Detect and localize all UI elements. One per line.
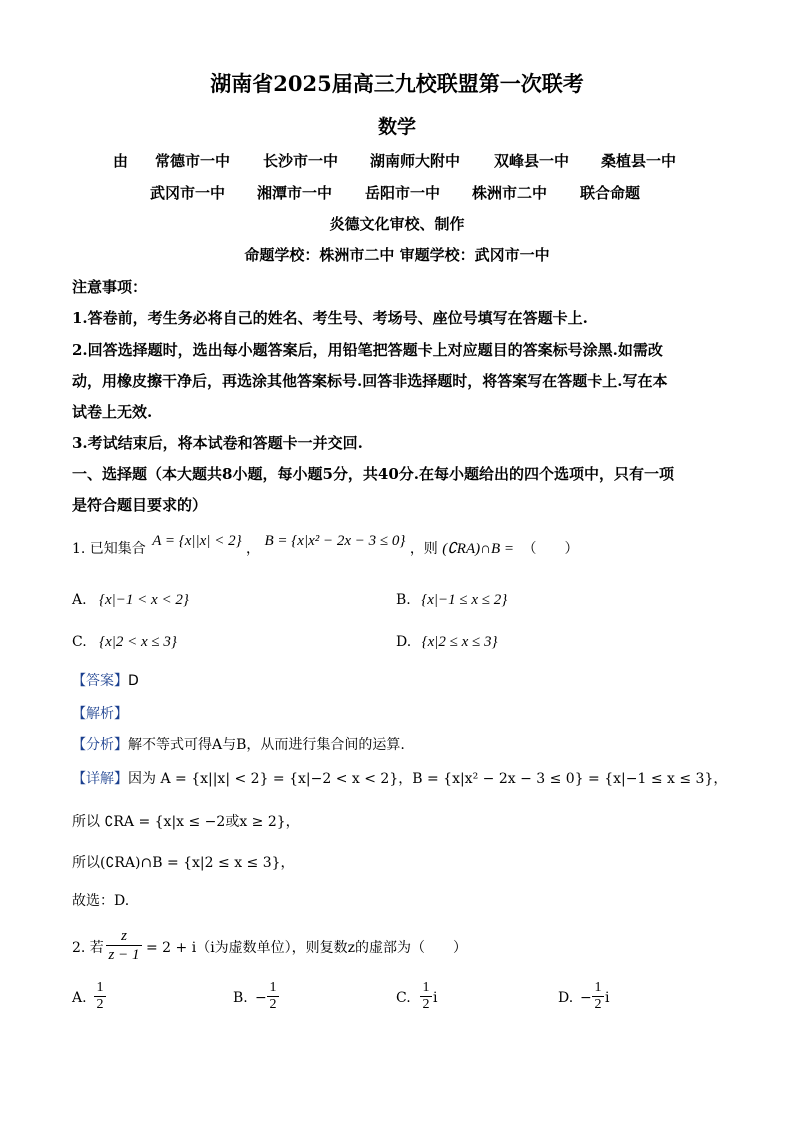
question-1-suffix: ，则 bbox=[409, 541, 438, 557]
notice-item-2-line-2: 动，用橡皮擦干净后，再选涂其他答案标号.回答非选择题时，将答案写在答题卡上.写在本 bbox=[72, 372, 668, 390]
section-heading-line-1: 一、选择题（本大题共8小题，每小题5分，共40分.在每小题给出的四个选项中，只有一项 bbox=[72, 465, 674, 483]
school-item: 长沙市一中 bbox=[263, 152, 339, 170]
fenxi-line bbox=[72, 734, 405, 754]
fraction bbox=[420, 980, 432, 1013]
fenxi-tag: 【分析】 bbox=[72, 737, 128, 753]
xiangjie-text: 因为 A = {x||x| < 2} = {x|−2 < x < 2}，B = {x|x² − 2x − 3 ≤ 0} = {x|−1 ≤ x ≤ 3}， bbox=[128, 771, 728, 787]
review-line: 命题学校：株洲市二中 审题学校：武冈市一中 bbox=[244, 246, 550, 264]
school-item: 联合命题 bbox=[580, 184, 641, 202]
notice-heading: 注意事项： bbox=[72, 278, 148, 296]
subject-title: 数学 bbox=[377, 116, 416, 138]
option-d bbox=[396, 634, 498, 651]
fraction-numerator: z bbox=[121, 928, 127, 944]
school-item: 武冈市一中 bbox=[150, 184, 226, 202]
option-c bbox=[72, 634, 177, 651]
fraction-denominator: 2 bbox=[96, 997, 104, 1012]
school-item: 常德市一中 bbox=[155, 152, 231, 170]
maker-line: 炎德文化审校、制作 bbox=[329, 215, 465, 233]
option-text: {x|2 < x ≤ 3} bbox=[99, 634, 177, 650]
fraction-bar bbox=[106, 945, 142, 946]
fraction bbox=[106, 928, 142, 963]
set-a-expression: A = {x||x| < 2} bbox=[152, 533, 242, 549]
option-label: A. bbox=[72, 592, 87, 608]
fraction-denominator: 2 bbox=[422, 997, 430, 1012]
section-heading-line-2: 是符合题目要求的） bbox=[72, 496, 208, 514]
option-sign: − bbox=[580, 990, 592, 1006]
set-b-expression: B = {x|x² − 2x − 3 ≤ 0} bbox=[264, 533, 406, 549]
school-item: 由 bbox=[113, 152, 129, 170]
fraction-numerator: 1 bbox=[594, 980, 602, 995]
fraction bbox=[94, 980, 106, 1013]
option-text: {x|−1 < x < 2} bbox=[99, 592, 189, 608]
fraction-numerator: 1 bbox=[96, 980, 104, 995]
option-label: B. bbox=[396, 592, 411, 608]
fraction-denominator: 2 bbox=[269, 997, 277, 1012]
option-suffix: i bbox=[433, 990, 438, 1006]
fraction bbox=[592, 980, 604, 1013]
fenxi-text: 解不等式可得A与B，从而进行集合间的运算. bbox=[128, 737, 405, 753]
fraction-denominator: z − 1 bbox=[108, 947, 140, 963]
option-label: D. bbox=[558, 990, 574, 1006]
comma: ， bbox=[246, 541, 261, 557]
school-item: 湖南师大附中 bbox=[370, 152, 461, 170]
school-item: 双峰县一中 bbox=[494, 152, 570, 170]
option-label: C. bbox=[72, 634, 87, 650]
notice-item-3: 3.考试结束后，将本试卷和答题卡一并交回. bbox=[72, 434, 363, 452]
notice-item-2-line-3: 试卷上无效. bbox=[72, 403, 153, 421]
option-text: {x|−1 ≤ x ≤ 2} bbox=[421, 592, 508, 608]
answer-line bbox=[72, 670, 139, 690]
xiangjie-tag: 【详解】 bbox=[72, 771, 128, 787]
fraction bbox=[267, 980, 279, 1013]
option-label: C. bbox=[396, 990, 411, 1006]
fraction-numerator: 1 bbox=[422, 980, 430, 995]
xiangjie-line-1 bbox=[72, 768, 727, 788]
fraction-numerator: 1 bbox=[269, 980, 277, 995]
question-1-stem bbox=[72, 533, 579, 558]
question-1-prefix: 1. 已知集合 bbox=[72, 541, 146, 557]
xiangjie-line-2: 所以 ∁RA = {x|x ≤ −2或x ≥ 2}， bbox=[72, 814, 300, 830]
school-item: 桑植县一中 bbox=[601, 152, 677, 170]
fraction-denominator: 2 bbox=[594, 997, 602, 1012]
notice-item-1: 1.答卷前，考生务必将自己的姓名、考生号、考场号、座位号填写在答题卡上. bbox=[72, 309, 588, 327]
school-item: 湘潭市一中 bbox=[257, 184, 333, 202]
page-title: 湖南省2025届高三九校联盟第一次联考 bbox=[210, 71, 584, 96]
question-2-suffix: = 2 + i（i为虚数单位），则复数z的虚部为（ ） bbox=[146, 940, 468, 956]
analysis-tag: 【解析】 bbox=[72, 706, 128, 722]
answer-tag: 【答案】 bbox=[72, 673, 128, 689]
answer-value: D bbox=[128, 673, 139, 689]
option-label: A. bbox=[72, 990, 87, 1006]
option-suffix: i bbox=[605, 990, 610, 1006]
option-a bbox=[72, 592, 189, 609]
xiangjie-line-3: 所以(∁RA)∩B = {x|2 ≤ x ≤ 3}， bbox=[72, 855, 295, 871]
xiangjie-line-4: 故选：D. bbox=[72, 893, 130, 909]
notice-item-2-line-1: 2.回答选择题时，选出每小题答案后，用铅笔把答题卡上对应题目的答案标号涂黑.如需改 bbox=[72, 341, 663, 359]
school-item: 株洲市二中 bbox=[472, 184, 548, 202]
question-1-expression: (∁RA)∩B = bbox=[442, 541, 514, 557]
school-item: 岳阳市一中 bbox=[365, 184, 441, 202]
question-2-prefix: 2. 若 bbox=[72, 940, 104, 956]
answer-paren: （ ） bbox=[522, 541, 579, 557]
option-sign: − bbox=[255, 990, 267, 1006]
option-text: {x|2 ≤ x ≤ 3} bbox=[421, 634, 498, 650]
option-label: B. bbox=[233, 990, 248, 1006]
option-label: D. bbox=[396, 634, 412, 650]
option-b bbox=[396, 592, 507, 609]
